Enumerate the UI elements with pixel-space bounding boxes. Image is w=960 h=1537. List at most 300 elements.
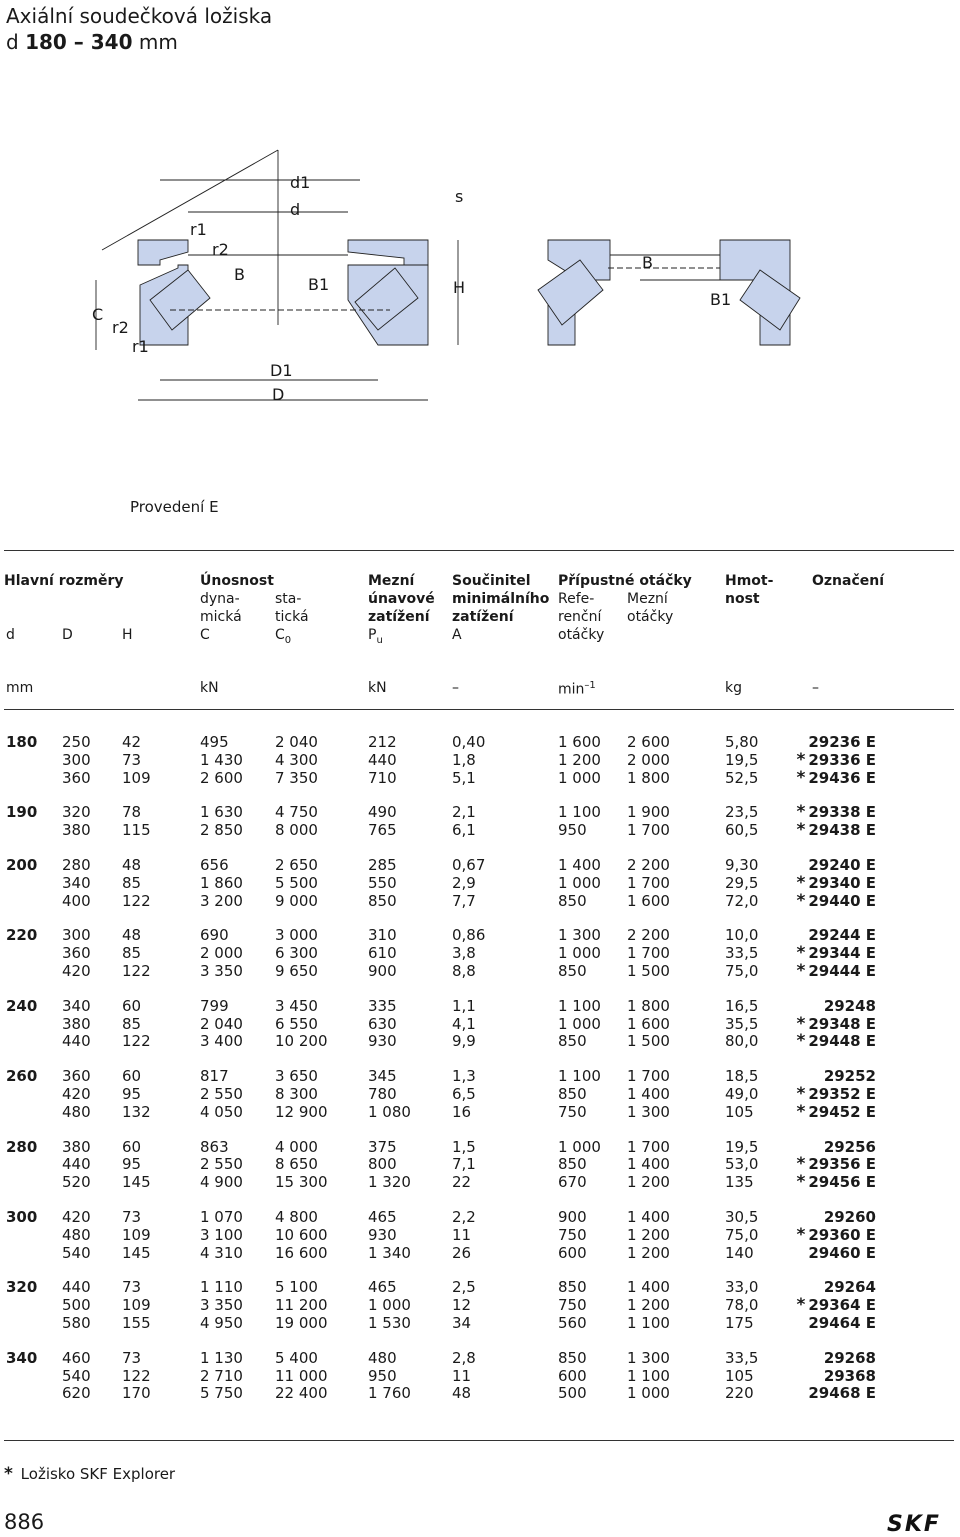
cell-ref-speed: 1 000 bbox=[558, 1137, 601, 1156]
cell-C: 2 040 bbox=[200, 1014, 243, 1033]
table-row bbox=[0, 1244, 960, 1262]
cell-designation bbox=[796, 751, 876, 769]
cell-ref-speed: 1 000 bbox=[558, 1014, 601, 1033]
cell-A: 2,8 bbox=[452, 1348, 476, 1367]
header-ref-3: otáčky bbox=[558, 627, 605, 643]
subtitle-prefix: d bbox=[6, 30, 19, 54]
footnote bbox=[4, 1464, 175, 1484]
subtitle-unit: mm bbox=[138, 30, 178, 54]
cell-lim-speed: 2 600 bbox=[627, 733, 670, 751]
table-row bbox=[0, 1208, 960, 1226]
cell-Pu: 630 bbox=[368, 1014, 397, 1033]
designation-text: 29240 E bbox=[808, 856, 876, 874]
unit-kn-load: kN bbox=[200, 680, 219, 696]
cell-H: 60 bbox=[122, 1067, 142, 1086]
label-s: s bbox=[455, 187, 464, 206]
cell-lim-speed: 1 400 bbox=[627, 1278, 670, 1297]
table-row bbox=[0, 1226, 960, 1244]
designation-text: 29464 E bbox=[808, 1314, 876, 1332]
table-row bbox=[0, 1015, 960, 1033]
cell-A: 3,8 bbox=[452, 944, 476, 963]
cell-A: 4,1 bbox=[452, 1014, 476, 1033]
cell-C0: 4 000 bbox=[275, 1137, 318, 1156]
cell-D: 460 bbox=[62, 1348, 91, 1367]
label-d1: d1 bbox=[290, 173, 311, 192]
table-row bbox=[0, 962, 960, 980]
cell-designation bbox=[796, 1015, 876, 1033]
cell-C: 1 430 bbox=[200, 750, 243, 769]
cell-mass: 33,0 bbox=[725, 1278, 759, 1297]
cell-lim-speed: 2 200 bbox=[627, 856, 670, 874]
cell-lim-speed: 1 600 bbox=[627, 1014, 670, 1033]
cell-C0: 3 650 bbox=[275, 1067, 318, 1086]
cell-mass: 53,0 bbox=[725, 1155, 759, 1174]
cell-designation bbox=[796, 1226, 876, 1244]
cell-Pu: 285 bbox=[368, 856, 397, 874]
cell-lim-speed: 1 400 bbox=[627, 1208, 670, 1226]
designation-text: 29344 E bbox=[808, 944, 876, 963]
cell-H: 170 bbox=[122, 1384, 151, 1403]
cell-designation bbox=[824, 997, 876, 1015]
cell-C: 799 bbox=[200, 996, 229, 1015]
cell-C: 2 000 bbox=[200, 944, 243, 963]
header-designation: Označení bbox=[812, 573, 885, 589]
header-fatigue-2: únavové bbox=[368, 591, 435, 607]
cell-D: 250 bbox=[62, 733, 91, 751]
cell-C0: 3 450 bbox=[275, 996, 318, 1015]
cell-designation bbox=[808, 1244, 876, 1262]
cell-ref-speed: 750 bbox=[558, 1102, 587, 1121]
sym-Pu-base: P bbox=[368, 627, 377, 643]
cell-Pu: 335 bbox=[368, 996, 397, 1015]
cell-C0: 2 040 bbox=[275, 733, 318, 751]
cell-lim-speed: 1 300 bbox=[627, 1102, 670, 1121]
cell-C0: 2 650 bbox=[275, 856, 318, 874]
cell-A: 1,3 bbox=[452, 1067, 476, 1086]
cell-ref-speed: 1 000 bbox=[558, 768, 601, 787]
page-number: 886 bbox=[4, 1510, 45, 1534]
table-bottom-rule bbox=[4, 1440, 954, 1441]
cell-mass: 60,5 bbox=[725, 821, 759, 840]
cell-D: 420 bbox=[62, 962, 91, 980]
cell-C0: 9 000 bbox=[275, 891, 318, 910]
cell-mass: 23,5 bbox=[725, 803, 759, 822]
cell-D: 300 bbox=[62, 926, 91, 945]
cell-A: 11 bbox=[452, 1366, 472, 1385]
cell-Pu: 465 bbox=[368, 1278, 397, 1297]
cell-lim-speed: 1 600 bbox=[627, 891, 670, 910]
cell-H: 73 bbox=[122, 750, 142, 769]
cell-mass: 33,5 bbox=[725, 1348, 759, 1367]
cell-designation bbox=[808, 856, 876, 874]
star-icon: * bbox=[796, 767, 806, 788]
cell-designation bbox=[824, 1367, 876, 1385]
cell-Pu: 930 bbox=[368, 1225, 397, 1244]
cell-A: 6,5 bbox=[452, 1085, 476, 1103]
cell-D: 420 bbox=[62, 1085, 91, 1103]
header-lim-1: Mezní bbox=[627, 591, 668, 607]
cell-Pu: 1 000 bbox=[368, 1296, 411, 1315]
table-row bbox=[0, 1314, 960, 1332]
table-row bbox=[0, 1278, 960, 1296]
cell-C: 1 130 bbox=[200, 1348, 243, 1367]
bearing-diagram bbox=[0, 140, 960, 420]
table-row bbox=[0, 856, 960, 874]
table-row bbox=[0, 1367, 960, 1385]
cell-C0: 4 750 bbox=[275, 803, 318, 822]
cell-mass: 16,5 bbox=[725, 996, 759, 1015]
designation-text: 29244 E bbox=[808, 926, 876, 945]
cell-lim-speed: 1 800 bbox=[627, 996, 670, 1015]
unit-mm: mm bbox=[6, 680, 34, 696]
cell-D: 400 bbox=[62, 891, 91, 910]
cell-mass: 10,0 bbox=[725, 926, 759, 945]
cell-lim-speed: 1 700 bbox=[627, 1137, 670, 1156]
cell-H: 155 bbox=[122, 1314, 151, 1332]
table-units-rule bbox=[4, 709, 954, 710]
cell-D: 320 bbox=[62, 803, 91, 822]
cell-Pu: 310 bbox=[368, 926, 397, 945]
header-sym-H: H bbox=[122, 627, 133, 643]
unit-dash-designation: – bbox=[812, 680, 819, 696]
cell-lim-speed: 1 100 bbox=[627, 1314, 670, 1332]
cell-C: 1 860 bbox=[200, 873, 243, 892]
designation-text: 29456 E bbox=[808, 1173, 876, 1192]
cell-A: 2,1 bbox=[452, 803, 476, 822]
header-sym-A: A bbox=[452, 627, 462, 643]
cell-H: 95 bbox=[122, 1085, 142, 1103]
header-lim-2: otáčky bbox=[627, 609, 674, 625]
cell-lim-speed: 1 000 bbox=[627, 1384, 670, 1403]
table-row bbox=[0, 874, 960, 892]
cell-A: 2,9 bbox=[452, 873, 476, 892]
designation-text: 29252 bbox=[823, 1067, 876, 1086]
cell-mass: 78,0 bbox=[725, 1296, 759, 1315]
header-ref-1: Refe- bbox=[558, 591, 595, 607]
cell-ref-speed: 950 bbox=[558, 821, 587, 840]
cell-C: 4 310 bbox=[200, 1243, 243, 1262]
table-row bbox=[0, 1384, 960, 1402]
header-dynamic-2: mická bbox=[200, 609, 242, 625]
star-icon: * bbox=[796, 943, 806, 964]
designation-text: 29360 E bbox=[808, 1225, 876, 1244]
cell-C: 4 900 bbox=[200, 1173, 243, 1192]
header-min-load-3: zatížení bbox=[452, 609, 514, 625]
cell-C: 1 070 bbox=[200, 1208, 243, 1226]
cell-C0: 7 350 bbox=[275, 768, 318, 787]
cell-H: 85 bbox=[122, 944, 142, 963]
header-sym-Pu bbox=[368, 626, 383, 650]
cell-designation bbox=[796, 962, 876, 980]
cell-H: 78 bbox=[122, 803, 142, 822]
cell-lim-speed: 2 200 bbox=[627, 926, 670, 945]
star-icon: * bbox=[4, 1464, 13, 1484]
cell-D: 340 bbox=[62, 996, 91, 1015]
table-row bbox=[0, 1173, 960, 1191]
cell-C0: 19 000 bbox=[275, 1314, 328, 1332]
star-icon: * bbox=[796, 1031, 806, 1052]
cell-Pu: 1 760 bbox=[368, 1384, 411, 1403]
cell-d: 300 bbox=[6, 1208, 38, 1226]
cell-H: 73 bbox=[122, 1278, 142, 1297]
designation-text: 29236 E bbox=[808, 733, 876, 751]
cell-mass: 33,5 bbox=[725, 944, 759, 963]
cell-mass: 9,30 bbox=[725, 856, 759, 874]
cell-H: 122 bbox=[122, 1032, 151, 1051]
header-sym-C0 bbox=[275, 626, 291, 650]
header-load-rating: Únosnost bbox=[200, 573, 274, 589]
cell-H: 73 bbox=[122, 1348, 142, 1367]
cell-designation bbox=[796, 1155, 876, 1173]
cell-C: 3 200 bbox=[200, 891, 243, 910]
cell-C0: 4 800 bbox=[275, 1208, 318, 1226]
cell-H: 85 bbox=[122, 873, 142, 892]
cell-A: 0,67 bbox=[452, 856, 486, 874]
subtitle-range: 180 – 340 bbox=[25, 30, 133, 54]
cell-lim-speed: 1 200 bbox=[627, 1173, 670, 1192]
cell-mass: 72,0 bbox=[725, 891, 759, 910]
cell-C0: 10 200 bbox=[275, 1032, 328, 1051]
cell-mass: 49,0 bbox=[725, 1085, 759, 1103]
cell-mass: 35,5 bbox=[725, 1014, 759, 1033]
cell-designation bbox=[796, 1296, 876, 1314]
cell-Pu: 480 bbox=[368, 1348, 397, 1367]
cell-designation bbox=[796, 874, 876, 892]
cell-designation bbox=[796, 803, 876, 821]
cell-C0: 8 000 bbox=[275, 821, 318, 840]
cell-designation bbox=[808, 733, 876, 751]
cell-C0: 15 300 bbox=[275, 1173, 328, 1192]
cell-mass: 30,5 bbox=[725, 1208, 759, 1226]
designation-text: 29460 E bbox=[808, 1243, 876, 1262]
cell-lim-speed: 1 700 bbox=[627, 1067, 670, 1086]
table-row bbox=[0, 769, 960, 787]
cell-A: 34 bbox=[452, 1314, 472, 1332]
designation-text: 29438 E bbox=[808, 821, 876, 840]
designation-text: 29448 E bbox=[808, 1032, 876, 1051]
label-r2-top: r2 bbox=[212, 240, 229, 259]
cell-D: 440 bbox=[62, 1278, 91, 1297]
cell-D: 280 bbox=[62, 856, 91, 874]
cell-C0: 9 650 bbox=[275, 962, 318, 980]
cell-mass: 29,5 bbox=[725, 873, 759, 892]
cell-D: 500 bbox=[62, 1296, 91, 1315]
cell-D: 340 bbox=[62, 873, 91, 892]
cell-ref-speed: 600 bbox=[558, 1243, 587, 1262]
cell-Pu: 345 bbox=[368, 1067, 397, 1086]
label-D1: D1 bbox=[270, 361, 293, 380]
cell-H: 95 bbox=[122, 1155, 142, 1174]
cell-lim-speed: 1 700 bbox=[627, 821, 670, 840]
cell-ref-speed: 850 bbox=[558, 1348, 587, 1367]
star-icon: * bbox=[796, 1172, 806, 1193]
cell-A: 12 bbox=[452, 1296, 472, 1315]
cell-lim-speed: 2 000 bbox=[627, 750, 670, 769]
label-r2-left: r2 bbox=[112, 318, 129, 337]
cell-A: 7,1 bbox=[452, 1155, 476, 1174]
unit-min-base: min bbox=[558, 681, 585, 698]
cell-ref-speed: 1 000 bbox=[558, 944, 601, 963]
designation-text: 29368 bbox=[823, 1366, 876, 1385]
cell-lim-speed: 1 300 bbox=[627, 1348, 670, 1367]
unit-min bbox=[558, 680, 596, 698]
label-D: D bbox=[272, 385, 285, 404]
designation-text: 29444 E bbox=[808, 962, 876, 980]
unit-kg: kg bbox=[725, 680, 742, 696]
cell-A: 0,86 bbox=[452, 926, 486, 945]
star-icon: * bbox=[796, 1295, 806, 1316]
cell-Pu: 800 bbox=[368, 1155, 397, 1174]
cell-A: 2,5 bbox=[452, 1278, 476, 1297]
cell-H: 109 bbox=[122, 1296, 151, 1315]
cell-H: 145 bbox=[122, 1173, 151, 1192]
cell-Pu: 550 bbox=[368, 873, 397, 892]
cell-A: 0,40 bbox=[452, 733, 486, 751]
cell-designation bbox=[824, 1278, 876, 1296]
sym-Pu-sub: u bbox=[376, 634, 383, 646]
designation-text: 29268 bbox=[823, 1348, 876, 1367]
table-row bbox=[0, 821, 960, 839]
sym-C0-sub: 0 bbox=[284, 634, 292, 646]
cell-C0: 11 200 bbox=[275, 1296, 328, 1315]
cell-H: 145 bbox=[122, 1243, 151, 1262]
cell-C: 817 bbox=[200, 1067, 229, 1086]
cell-Pu: 465 bbox=[368, 1208, 397, 1226]
cell-ref-speed: 1 300 bbox=[558, 926, 601, 945]
cell-C: 3 400 bbox=[200, 1032, 243, 1051]
table-row bbox=[0, 1103, 960, 1121]
cell-D: 420 bbox=[62, 1208, 91, 1226]
header-sym-C: C bbox=[200, 627, 210, 643]
header-fatigue-1: Mezní bbox=[368, 573, 415, 589]
cell-Pu: 1 080 bbox=[368, 1102, 411, 1121]
table-row bbox=[0, 997, 960, 1015]
star-icon: * bbox=[796, 1224, 806, 1245]
label-r1-top: r1 bbox=[190, 220, 207, 239]
header-static-2: tická bbox=[275, 609, 309, 625]
header-sym-d: d bbox=[6, 627, 15, 643]
unit-dash-A: – bbox=[452, 680, 459, 696]
label-r1-bottom: r1 bbox=[132, 337, 149, 356]
cell-ref-speed: 750 bbox=[558, 1296, 587, 1315]
cell-D: 480 bbox=[62, 1225, 91, 1244]
cell-lim-speed: 1 900 bbox=[627, 803, 670, 822]
cell-A: 5,1 bbox=[452, 768, 476, 787]
designation-text: 29452 E bbox=[808, 1102, 876, 1121]
star-icon: * bbox=[796, 1101, 806, 1122]
cell-mass: 52,5 bbox=[725, 768, 759, 787]
cell-C: 3 100 bbox=[200, 1225, 243, 1244]
cell-D: 620 bbox=[62, 1384, 91, 1403]
cell-A: 26 bbox=[452, 1243, 472, 1262]
label-B1-right: B1 bbox=[710, 290, 732, 309]
star-icon: * bbox=[796, 802, 806, 823]
table-row bbox=[0, 892, 960, 910]
cell-lim-speed: 1 700 bbox=[627, 944, 670, 963]
cell-Pu: 1 530 bbox=[368, 1314, 411, 1332]
label-d: d bbox=[290, 200, 301, 219]
cell-designation bbox=[808, 926, 876, 944]
cell-mass: 175 bbox=[725, 1314, 754, 1332]
cell-designation bbox=[796, 769, 876, 787]
header-speeds: Přípustné otáčky bbox=[558, 573, 692, 589]
cell-A: 1,5 bbox=[452, 1137, 476, 1156]
table-row bbox=[0, 1155, 960, 1173]
cell-lim-speed: 1 100 bbox=[627, 1366, 670, 1385]
cell-C: 690 bbox=[200, 926, 229, 945]
cell-Pu: 710 bbox=[368, 768, 397, 787]
table-row bbox=[0, 1296, 960, 1314]
cell-Pu: 440 bbox=[368, 750, 397, 769]
cell-Pu: 375 bbox=[368, 1137, 397, 1156]
cell-A: 2,2 bbox=[452, 1208, 476, 1226]
cell-lim-speed: 1 200 bbox=[627, 1225, 670, 1244]
star-icon: * bbox=[796, 749, 806, 770]
cell-C0: 3 000 bbox=[275, 926, 318, 945]
cell-A: 11 bbox=[452, 1225, 472, 1244]
cell-C: 2 850 bbox=[200, 821, 243, 840]
star-icon: * bbox=[796, 872, 806, 893]
cell-C0: 6 550 bbox=[275, 1014, 318, 1033]
label-B: B bbox=[234, 265, 245, 284]
cell-C: 495 bbox=[200, 733, 229, 751]
cell-H: 122 bbox=[122, 1366, 151, 1385]
cell-H: 132 bbox=[122, 1102, 151, 1121]
cell-mass: 19,5 bbox=[725, 1137, 759, 1156]
designation-text: 29336 E bbox=[808, 750, 876, 769]
cell-mass: 135 bbox=[725, 1173, 754, 1192]
table-row bbox=[0, 1067, 960, 1085]
designation-text: 29468 E bbox=[808, 1384, 876, 1403]
table-row bbox=[0, 1032, 960, 1050]
cell-C: 5 750 bbox=[200, 1384, 243, 1403]
cell-H: 60 bbox=[122, 996, 142, 1015]
cell-ref-speed: 1 600 bbox=[558, 733, 601, 751]
page-subtitle bbox=[6, 30, 178, 54]
cell-D: 440 bbox=[62, 1032, 91, 1051]
cell-H: 122 bbox=[122, 962, 151, 980]
unit-kn-fatigue: kN bbox=[368, 680, 387, 696]
cell-ref-speed: 1 400 bbox=[558, 856, 601, 874]
cell-C0: 16 600 bbox=[275, 1243, 328, 1262]
cell-Pu: 765 bbox=[368, 821, 397, 840]
cell-ref-speed: 850 bbox=[558, 1085, 587, 1103]
designation-text: 29264 bbox=[823, 1278, 876, 1297]
cell-d: 220 bbox=[6, 926, 38, 945]
cell-C0: 8 300 bbox=[275, 1085, 318, 1103]
cell-C: 2 550 bbox=[200, 1085, 243, 1103]
cell-C0: 5 400 bbox=[275, 1348, 318, 1367]
cell-designation bbox=[796, 821, 876, 839]
cell-mass: 140 bbox=[725, 1243, 754, 1262]
cell-D: 540 bbox=[62, 1366, 91, 1385]
cell-ref-speed: 850 bbox=[558, 962, 587, 980]
cell-H: 115 bbox=[122, 821, 151, 840]
cell-designation bbox=[796, 1173, 876, 1191]
cell-H: 109 bbox=[122, 1225, 151, 1244]
designation-text: 29340 E bbox=[808, 873, 876, 892]
star-icon: * bbox=[796, 961, 806, 981]
cell-lim-speed: 1 400 bbox=[627, 1085, 670, 1103]
cell-A: 22 bbox=[452, 1173, 472, 1192]
table-row bbox=[0, 751, 960, 769]
cell-A: 9,9 bbox=[452, 1032, 476, 1051]
cell-D: 540 bbox=[62, 1243, 91, 1262]
cell-C: 863 bbox=[200, 1137, 229, 1156]
cell-Pu: 780 bbox=[368, 1085, 397, 1103]
cell-Pu: 212 bbox=[368, 733, 397, 751]
table-row bbox=[0, 1138, 960, 1156]
